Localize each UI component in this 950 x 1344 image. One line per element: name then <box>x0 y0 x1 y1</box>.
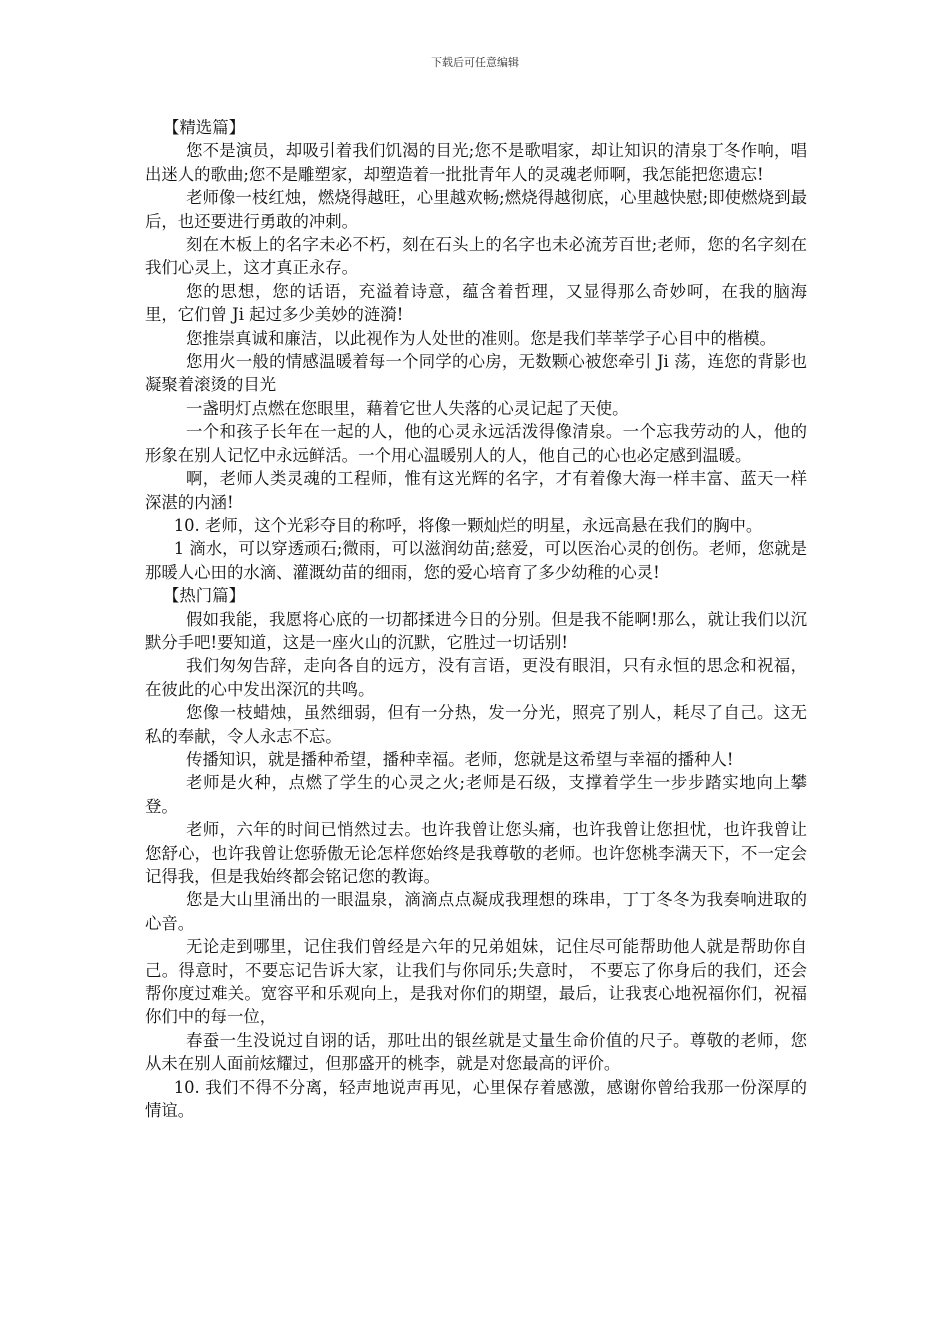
document-body <box>145 116 807 1122</box>
paragraph: 您推崇真诚和廉洁，以此视作为人处世的准则。您是我们莘莘学子心目中的楷模。 <box>186 328 777 348</box>
paragraph: 您是大山里涌出的一眼温泉，滴滴点点凝成我理想的珠串，丁丁冬冬为我奏响进取的心音。 <box>145 890 807 933</box>
numbered-paragraph: 10. 老师，这个光彩夺目的称呼，将像一颗灿烂的明星，永远高悬在我们的胸中。 <box>173 515 763 535</box>
paragraph: 假如我能，我愿将心底的一切都揉进今日的分别。但是我不能啊!那么，就让我们以沉默分手吧!要知道，这是一座火山的沉默，它胜过一切话别! <box>145 609 807 652</box>
paragraph: 老师是火种，点燃了学生的心灵之火;老师是石级，支撑着学生一步步踏实地向上攀登。 <box>145 773 807 816</box>
paragraph: 无论走到哪里，记住我们曾经是六年的兄弟姐妹，记住尽可能帮助他人就是帮助你自己。得意时，不要忘记告诉大家，让我们与你同乐;失意时， 不要忘了你身后的我们，还会帮你度过难关。宽容平和乐观向上，是我对你们的期望，最后，让我衷心地祝福你们，祝福你们中的每一位， <box>145 937 807 1027</box>
paragraph: 一盏明灯点燃在您眼里，藉着它世人失落的心灵记起了天使。 <box>186 398 629 418</box>
paragraph: 我们匆匆告辞，走向各自的远方，没有言语，更没有眼泪，只有永恒的思念和祝福，在彼此的心中发出深沉的共鸣。 <box>145 656 807 699</box>
paragraph: 春蚕一生没说过自诩的话，那吐出的银丝就是丈量生命价值的尺子。尊敬的老师，您从未在别人面前炫耀过，但那盛开的桃李，就是对您最高的评价。 <box>145 1030 807 1074</box>
section-heading-featured: 【精选篇】 <box>163 118 245 137</box>
numbered-paragraph: 1 滴水，可以穿透顽石;微雨，可以滋润幼苗;慈爱，可以医治心灵的创伤。老师，您就是那暖人心田的水滴、灌溉幼苗的细雨，您的爱心培育了多少幼稚的心灵! <box>145 539 807 582</box>
paragraph: 刻在木板上的名字未必不朽，刻在石头上的名字也未必流芳百世;老师，您的名字刻在我们心灵上，这才真正永存。 <box>145 235 807 278</box>
paragraph: 一个和孩子长年在一起的人，他的心灵永远活泼得像清泉。一个忘我劳动的人，他的形象在别人记忆中永远鲜活。一个用心温暖别人的人，他自己的心也必定感到温暖。 <box>145 422 807 465</box>
paragraph: 您的思想，您的话语，充溢着诗意，蕴含着哲理，又显得那么奇妙呵，在我的脑海里，它们曾 Ji 起过多少美妙的涟漪! <box>145 281 807 325</box>
paragraph: 您用火一般的情感温暖着每一个同学的心房，无数颗心被您牵引 Ji 荡，连您的背影也凝聚着滚烫的目光 <box>145 352 807 395</box>
paragraph: 老师，六年的时间已悄然过去。也许我曾让您头痛，也许我曾让您担忧，也许我曾让您舒心，也许我曾让您骄傲无论怎样您始终是我尊敬的老师。也许您桃李满天下，不一定会记得我，但是我始终都会铭记您的教诲。 <box>145 820 807 886</box>
paragraph: 老师像一枝红烛，燃烧得越旺，心里越欢畅;燃烧得越彻底，心里越快慰;即使燃烧到最后，也还要进行勇敢的冲刺。 <box>145 188 807 231</box>
section-heading-popular: 【热门篇】 <box>163 586 245 606</box>
paragraph: 您像一枝蜡烛，虽然细弱，但有一分热，发一分光，照亮了别人，耗尽了自己。这无私的奉献，令人永志不忘。 <box>145 703 807 746</box>
paragraph: 传播知识，就是播种希望，播种幸福。老师，您就是这希望与幸福的播种人! <box>186 749 734 769</box>
numbered-paragraph: 10. 我们不得不分离，轻声地说声再见，心里保存着感激，感谢你曾给我那一份深厚的情谊。 <box>145 1077 807 1121</box>
paragraph: 您不是演员，却吸引着我们饥渴的目光;您不是歌唱家，却让知识的清泉丁冬作响，唱出迷人的歌曲;您不是雕塑家，却塑造着一批批青年人的灵魂老师啊，我怎能把您遗忘! <box>145 141 807 184</box>
page-header: 下载后可任意编辑 <box>431 56 519 69</box>
paragraph: 啊，老师人类灵魂的工程师，惟有这光辉的名字，才有着像大海一样丰富、蓝天一样深湛的内涵! <box>145 469 807 512</box>
